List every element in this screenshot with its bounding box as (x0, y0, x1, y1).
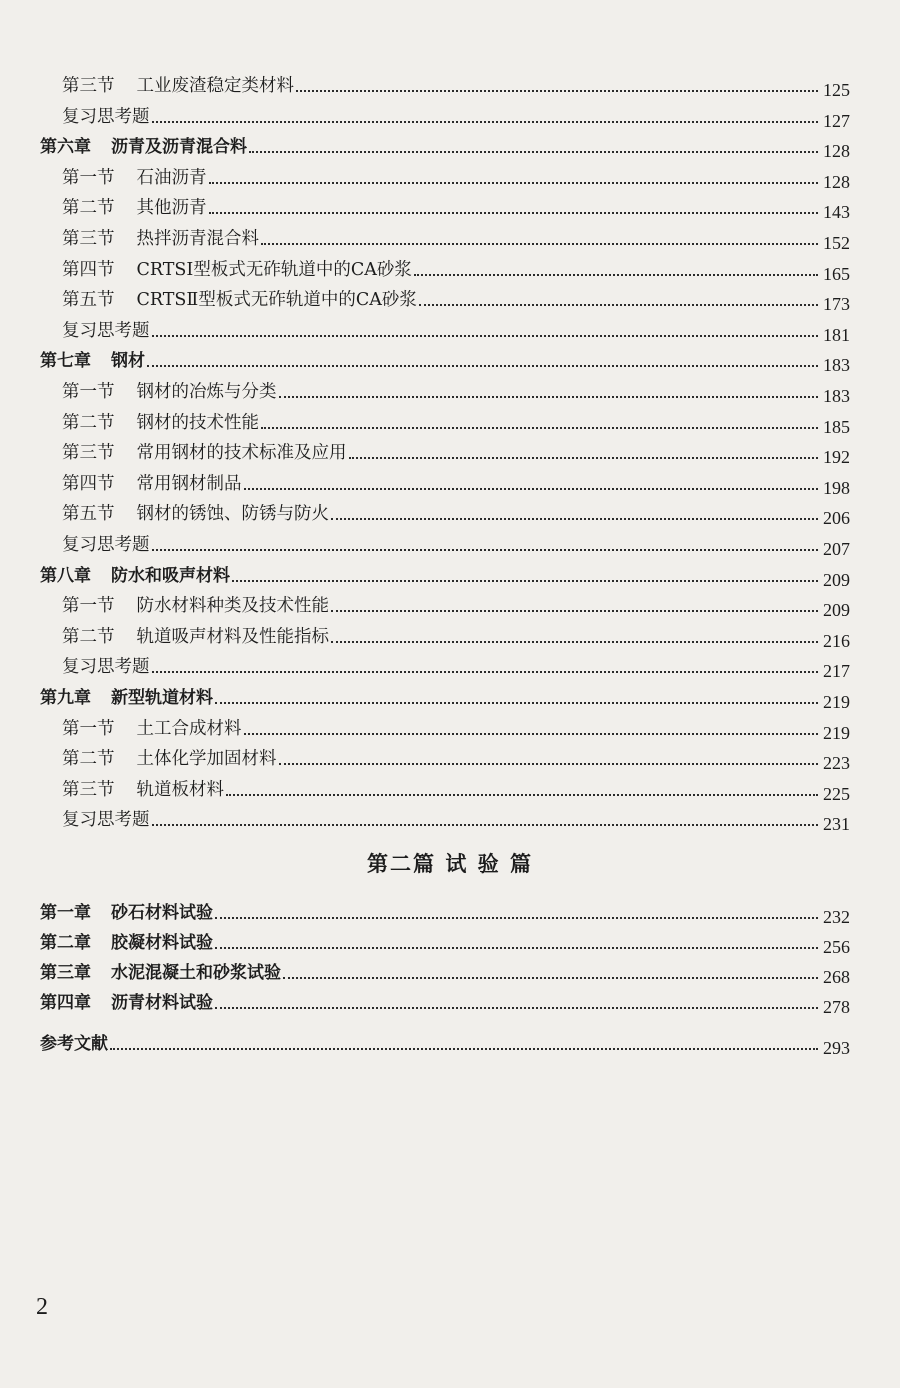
toc-entry-title: 复习思考题 (62, 535, 150, 555)
dot-leader (215, 1007, 818, 1009)
toc-page-number: 125 (823, 80, 850, 100)
toc-entry-text (62, 288, 417, 312)
dot-leader (152, 335, 819, 337)
toc-page-number: 173 (823, 294, 850, 315)
toc-chapter-row (40, 558, 850, 588)
toc-entry-label: 第三节 (62, 779, 115, 800)
toc-page-number: 216 (823, 630, 850, 651)
toc-section-row (62, 68, 850, 98)
toc-entry-text (40, 931, 213, 955)
toc-page-number: 219 (823, 692, 850, 712)
toc-entry-label: 第三节 (62, 443, 115, 464)
toc-entry-title: 钢材的技术性能 (136, 412, 259, 433)
toc-entry-text (40, 1032, 108, 1056)
dot-leader (283, 977, 818, 979)
toc-entry-title: CRTSⅠ型板式无砟轨道中的CA砂浆 (136, 259, 412, 280)
toc-section-row (62, 313, 850, 343)
toc-section-row (62, 282, 850, 315)
toc-entry-label: 第一节 (62, 596, 115, 617)
dot-leader (147, 365, 818, 367)
toc-chapter-row (40, 343, 850, 376)
dot-leader (226, 794, 818, 796)
toc-entry-title: 复习思考题 (62, 106, 150, 127)
toc-page-number: 183 (823, 386, 850, 406)
toc-entry-text (40, 349, 145, 373)
dot-leader (152, 671, 819, 673)
toc-page-number: 278 (823, 997, 850, 1017)
toc-entry-text (62, 319, 150, 343)
toc-entry-text (62, 625, 329, 649)
dot-leader (331, 610, 818, 612)
dot-leader (209, 212, 819, 214)
dot-leader (244, 488, 819, 490)
toc-entry-title: 参考文献 (40, 1034, 108, 1054)
toc-entry-text (40, 901, 213, 925)
toc-page-number: 207 (823, 539, 850, 559)
toc-entry-text (62, 441, 347, 465)
toc-entry-text (62, 778, 224, 802)
toc-entry-title: 常用钢材的技术标准及应用 (136, 443, 347, 464)
toc-page-number: 198 (823, 477, 850, 498)
dot-leader (419, 304, 818, 306)
toc-page-number: 143 (823, 202, 850, 223)
dot-leader (261, 243, 818, 245)
toc-entry-title: 石油沥青 (136, 167, 207, 188)
dot-leader (296, 90, 818, 92)
toc-entry-title: 轨道吸声材料及性能指标 (136, 626, 329, 647)
toc-page-number: 209 (823, 569, 850, 590)
toc-page-number: 219 (823, 722, 850, 743)
toc-entry-text (40, 135, 247, 159)
toc-entry-title: 砂石材料试验 (111, 903, 213, 923)
toc-entry-text (40, 686, 213, 710)
toc-chapter-row (40, 955, 850, 985)
toc-entry-label: 第八章 (40, 565, 91, 586)
toc-entry-label: 第二节 (62, 198, 115, 219)
toc-entry-title: 热拌沥青混合料 (136, 229, 259, 249)
toc-entry-title: 钢材的冶炼与分类 (136, 382, 277, 402)
toc-section-row (62, 374, 850, 404)
dot-leader (279, 396, 819, 398)
toc-entry-title: 土体化学加固材料 (136, 749, 277, 770)
toc-entry-title: 防水材料种类及技术性能 (136, 596, 329, 617)
toc-entry-label: 第一节 (62, 718, 115, 739)
dot-leader (209, 182, 819, 184)
toc-section-row (62, 466, 850, 496)
toc-entry-text (62, 594, 329, 618)
toc-page-number: 127 (823, 110, 850, 131)
toc-entry-text (62, 105, 150, 129)
toc-entry-text (40, 991, 213, 1015)
toc-references-row (40, 1026, 850, 1056)
toc-entry-title: 钢材的锈蚀、防锈与防火 (136, 504, 329, 525)
toc-entry-label: 第五节 (62, 290, 115, 311)
toc-page-number: 217 (823, 661, 850, 682)
toc-section-row (62, 496, 850, 529)
dot-leader (215, 917, 818, 919)
toc-chapter-row (40, 895, 850, 925)
toc-page-number: 181 (823, 324, 850, 345)
toc-entry-text (62, 196, 207, 220)
toc-chapter-row (40, 985, 850, 1015)
toc-entry-label: 第二节 (62, 749, 115, 770)
toc-page-number: 268 (823, 967, 850, 987)
toc-page-number: 223 (823, 753, 850, 774)
toc-entry-text (40, 961, 281, 985)
toc-section-row (62, 252, 850, 282)
toc-page-number: 209 (823, 600, 850, 621)
toc-entry-title: 其他沥青 (136, 198, 207, 219)
toc-entry-title: 水泥混凝土和砂浆试验 (111, 963, 281, 983)
toc-chapter-row (40, 925, 850, 955)
toc-section-row (62, 649, 850, 682)
toc-page-number: 185 (823, 416, 850, 437)
toc-entry-title: 工业废渣稳定类材料 (136, 76, 294, 96)
toc-entry-label: 第六章 (40, 137, 91, 158)
toc-entry-text (62, 227, 259, 251)
toc-entry-title: 复习思考题 (62, 810, 150, 831)
toc-entry-label: 第一节 (62, 167, 115, 188)
toc-section-row (62, 741, 850, 774)
toc-entry-label: 第三章 (40, 963, 91, 983)
toc-entry-title: 复习思考题 (62, 320, 150, 341)
dot-leader (261, 427, 818, 429)
toc-entry-title: 沥青及沥青混合料 (111, 137, 247, 158)
toc-entry-text (62, 655, 150, 679)
toc-section-row (62, 405, 850, 435)
dot-leader (215, 702, 818, 704)
toc-entry-text (62, 808, 150, 832)
toc-entry-label: 第四章 (40, 993, 91, 1013)
toc-entry-label: 第二章 (40, 933, 91, 953)
toc-entry-label: 第五节 (62, 504, 115, 525)
toc-page-number: 192 (823, 447, 850, 468)
dot-leader (331, 518, 818, 520)
dot-leader (249, 151, 818, 153)
dot-leader (414, 274, 818, 276)
toc-entry-text (62, 472, 242, 496)
dot-leader (349, 457, 819, 459)
dot-leader (215, 947, 818, 949)
toc-entry-title: 胶凝材料试验 (111, 933, 213, 953)
toc-entry-title: 复习思考题 (62, 657, 150, 678)
toc-entry-title: 沥青材料试验 (111, 993, 213, 1013)
toc-section-row (62, 619, 850, 649)
page-number: 2 (36, 1294, 48, 1320)
toc-entry-text (62, 411, 259, 435)
toc-entry-label: 第四节 (62, 259, 115, 280)
toc-entry-label: 第三节 (62, 229, 115, 249)
toc-page-number: 293 (823, 1038, 850, 1058)
dot-leader (152, 549, 819, 551)
toc-entry-title: 常用钢材制品 (136, 473, 242, 494)
toc-entry-label: 第一章 (40, 903, 91, 923)
toc-page-number: 256 (823, 937, 850, 957)
toc-entry-label: 第二节 (62, 412, 115, 433)
toc-entry-title: 防水和吸声材料 (111, 565, 230, 586)
toc-entry-title: CRTSⅡ型板式无砟轨道中的CA砂浆 (136, 290, 417, 311)
toc-page-number: 183 (823, 355, 850, 376)
toc-section-row (62, 160, 850, 190)
toc-page-number: 206 (823, 508, 850, 529)
toc-section-row (62, 772, 850, 802)
toc-section-row (62, 588, 850, 621)
toc-section-row (62, 527, 850, 557)
toc-section-row (62, 221, 850, 251)
part-title: 第二篇 试 验 篇 (367, 852, 533, 876)
toc-entry-title: 土工合成材料 (136, 718, 242, 739)
dot-leader (331, 641, 818, 643)
toc-entry-text (40, 564, 230, 588)
toc-section-row (62, 802, 850, 835)
dot-leader (110, 1048, 818, 1050)
toc-entry-text (62, 380, 277, 404)
toc-entry-text (62, 533, 150, 557)
toc-section-row (62, 99, 850, 129)
toc-section-row (62, 190, 850, 223)
toc-entry-text (62, 74, 294, 98)
toc-page-number: 165 (823, 263, 850, 284)
dot-leader (152, 824, 819, 826)
toc-chapter-row (40, 129, 850, 162)
toc-entry-label: 第三节 (62, 76, 115, 96)
toc-section-row (62, 711, 850, 741)
dot-leader (279, 763, 819, 765)
toc-entry-title: 钢材 (111, 351, 145, 372)
toc-page-number: 128 (823, 141, 850, 162)
toc-chapter-row (40, 680, 850, 710)
toc-entry-text (62, 747, 277, 771)
dot-leader (232, 580, 818, 582)
toc-entry-label: 第七章 (40, 351, 91, 372)
toc-entry-text (62, 258, 412, 282)
toc-page-number: 232 (823, 907, 850, 927)
toc-page-number: 128 (823, 171, 850, 192)
toc-entry-text (62, 166, 207, 190)
toc-entry-title: 新型轨道材料 (111, 688, 213, 708)
toc-entry-label: 第九章 (40, 688, 91, 708)
toc-section-row (62, 435, 850, 468)
toc-page-number: 231 (823, 814, 850, 835)
toc-page-number: 225 (823, 783, 850, 804)
toc-page-number: 152 (823, 233, 850, 253)
toc-entry-title: 轨道板材料 (136, 779, 224, 800)
dot-leader (244, 733, 819, 735)
toc-entry-text (62, 502, 329, 526)
toc-entry-label: 第二节 (62, 626, 115, 647)
toc-entry-label: 第四节 (62, 473, 115, 494)
toc-entry-label: 第一节 (62, 382, 115, 402)
toc-entry-text (62, 717, 242, 741)
dot-leader (152, 121, 819, 123)
